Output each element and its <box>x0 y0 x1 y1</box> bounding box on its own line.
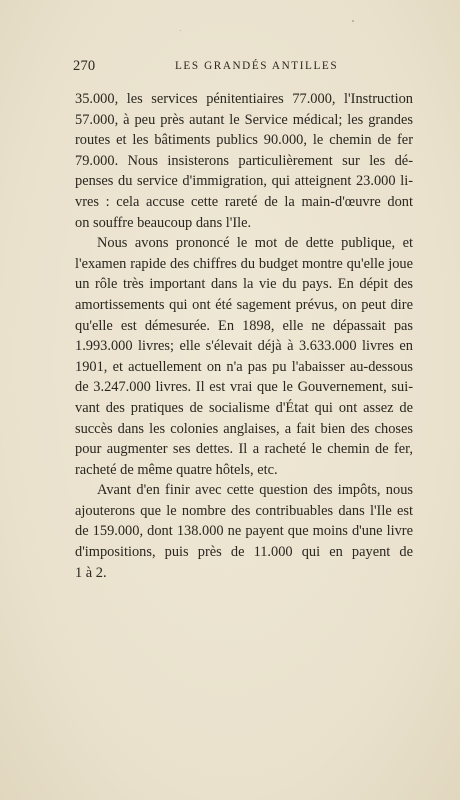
text-line: de 3.247.000 livres. Il est vrai que le Gouvernement, sui- <box>75 379 413 396</box>
text-line: d'impositions, puis près de 11.000 qui en payent de <box>75 544 413 561</box>
text-line: Avant d'en finir avec cette question des impôts, nous <box>97 482 413 499</box>
text-line: penses du service d'immigration, qui atteignent 23.000 li- <box>75 173 413 190</box>
paper-speck <box>180 30 181 31</box>
paragraph-1 <box>75 89 413 233</box>
text-line: amortissements qui ont été sagement prévus, on peut dire <box>75 296 413 313</box>
text-line: un rôle très important dans la vie du pays. En dépit des <box>75 276 413 293</box>
text-line: 35.000, les services pénitentiaires 77.000, l'Instruction <box>75 91 413 107</box>
text-line: l'examen rapide des chiffres du budget montre qu'elle joue <box>75 255 413 272</box>
page-header <box>73 58 413 78</box>
text-line: qu'elle est démesurée. En 1898, elle ne dépassait pas <box>75 317 413 334</box>
page-number: 270 <box>73 58 96 74</box>
paragraph-3 <box>75 480 413 583</box>
text-line: de 159.000, dont 138.000 ne payent que moins d'une livre <box>75 523 413 540</box>
text-line: 1901, et actuellement on n'a pas pu l'abaisser au-dessous <box>75 358 413 375</box>
text-line: 1 à 2. <box>75 564 107 581</box>
text-line: pour augmenter ses dettes. Il a racheté le chemin de fer, <box>75 441 413 458</box>
text-line: ajouterons que le nombre des contribuables dans l'Ile est <box>75 502 413 519</box>
text-line: vant des pratiques de socialisme d'État qui ont assez de <box>75 399 413 416</box>
text-line: vres : cela accuse cette rareté de la main-d'œuvre dont <box>75 193 413 210</box>
text-line: 57.000, à peu près autant le Service médical; les grandes <box>75 111 413 128</box>
body-text <box>75 89 413 583</box>
paragraph-2 <box>75 233 413 480</box>
paper-speck <box>352 20 354 22</box>
text-line: 1.993.000 livres; elle s'élevait déjà à 3.633.000 livres en <box>75 338 413 355</box>
running-head: LES GRANDÉS ANTILLES <box>175 60 339 72</box>
text-line: on souffre beaucoup dans l'Ile. <box>75 214 252 231</box>
text-line: 79.000. Nous insisterons particulièrement sur les dé- <box>75 152 413 169</box>
text-line: Nous avons prononcé le mot de dette publique, et <box>97 235 413 252</box>
text-line: routes et les bâtiments publics 90.000, le chemin de fer <box>75 132 413 149</box>
text-line: succès dans les colonies anglaises, a fait bien des choses <box>75 420 413 437</box>
text-line: racheté de même quatre hôtels, etc. <box>75 461 278 478</box>
